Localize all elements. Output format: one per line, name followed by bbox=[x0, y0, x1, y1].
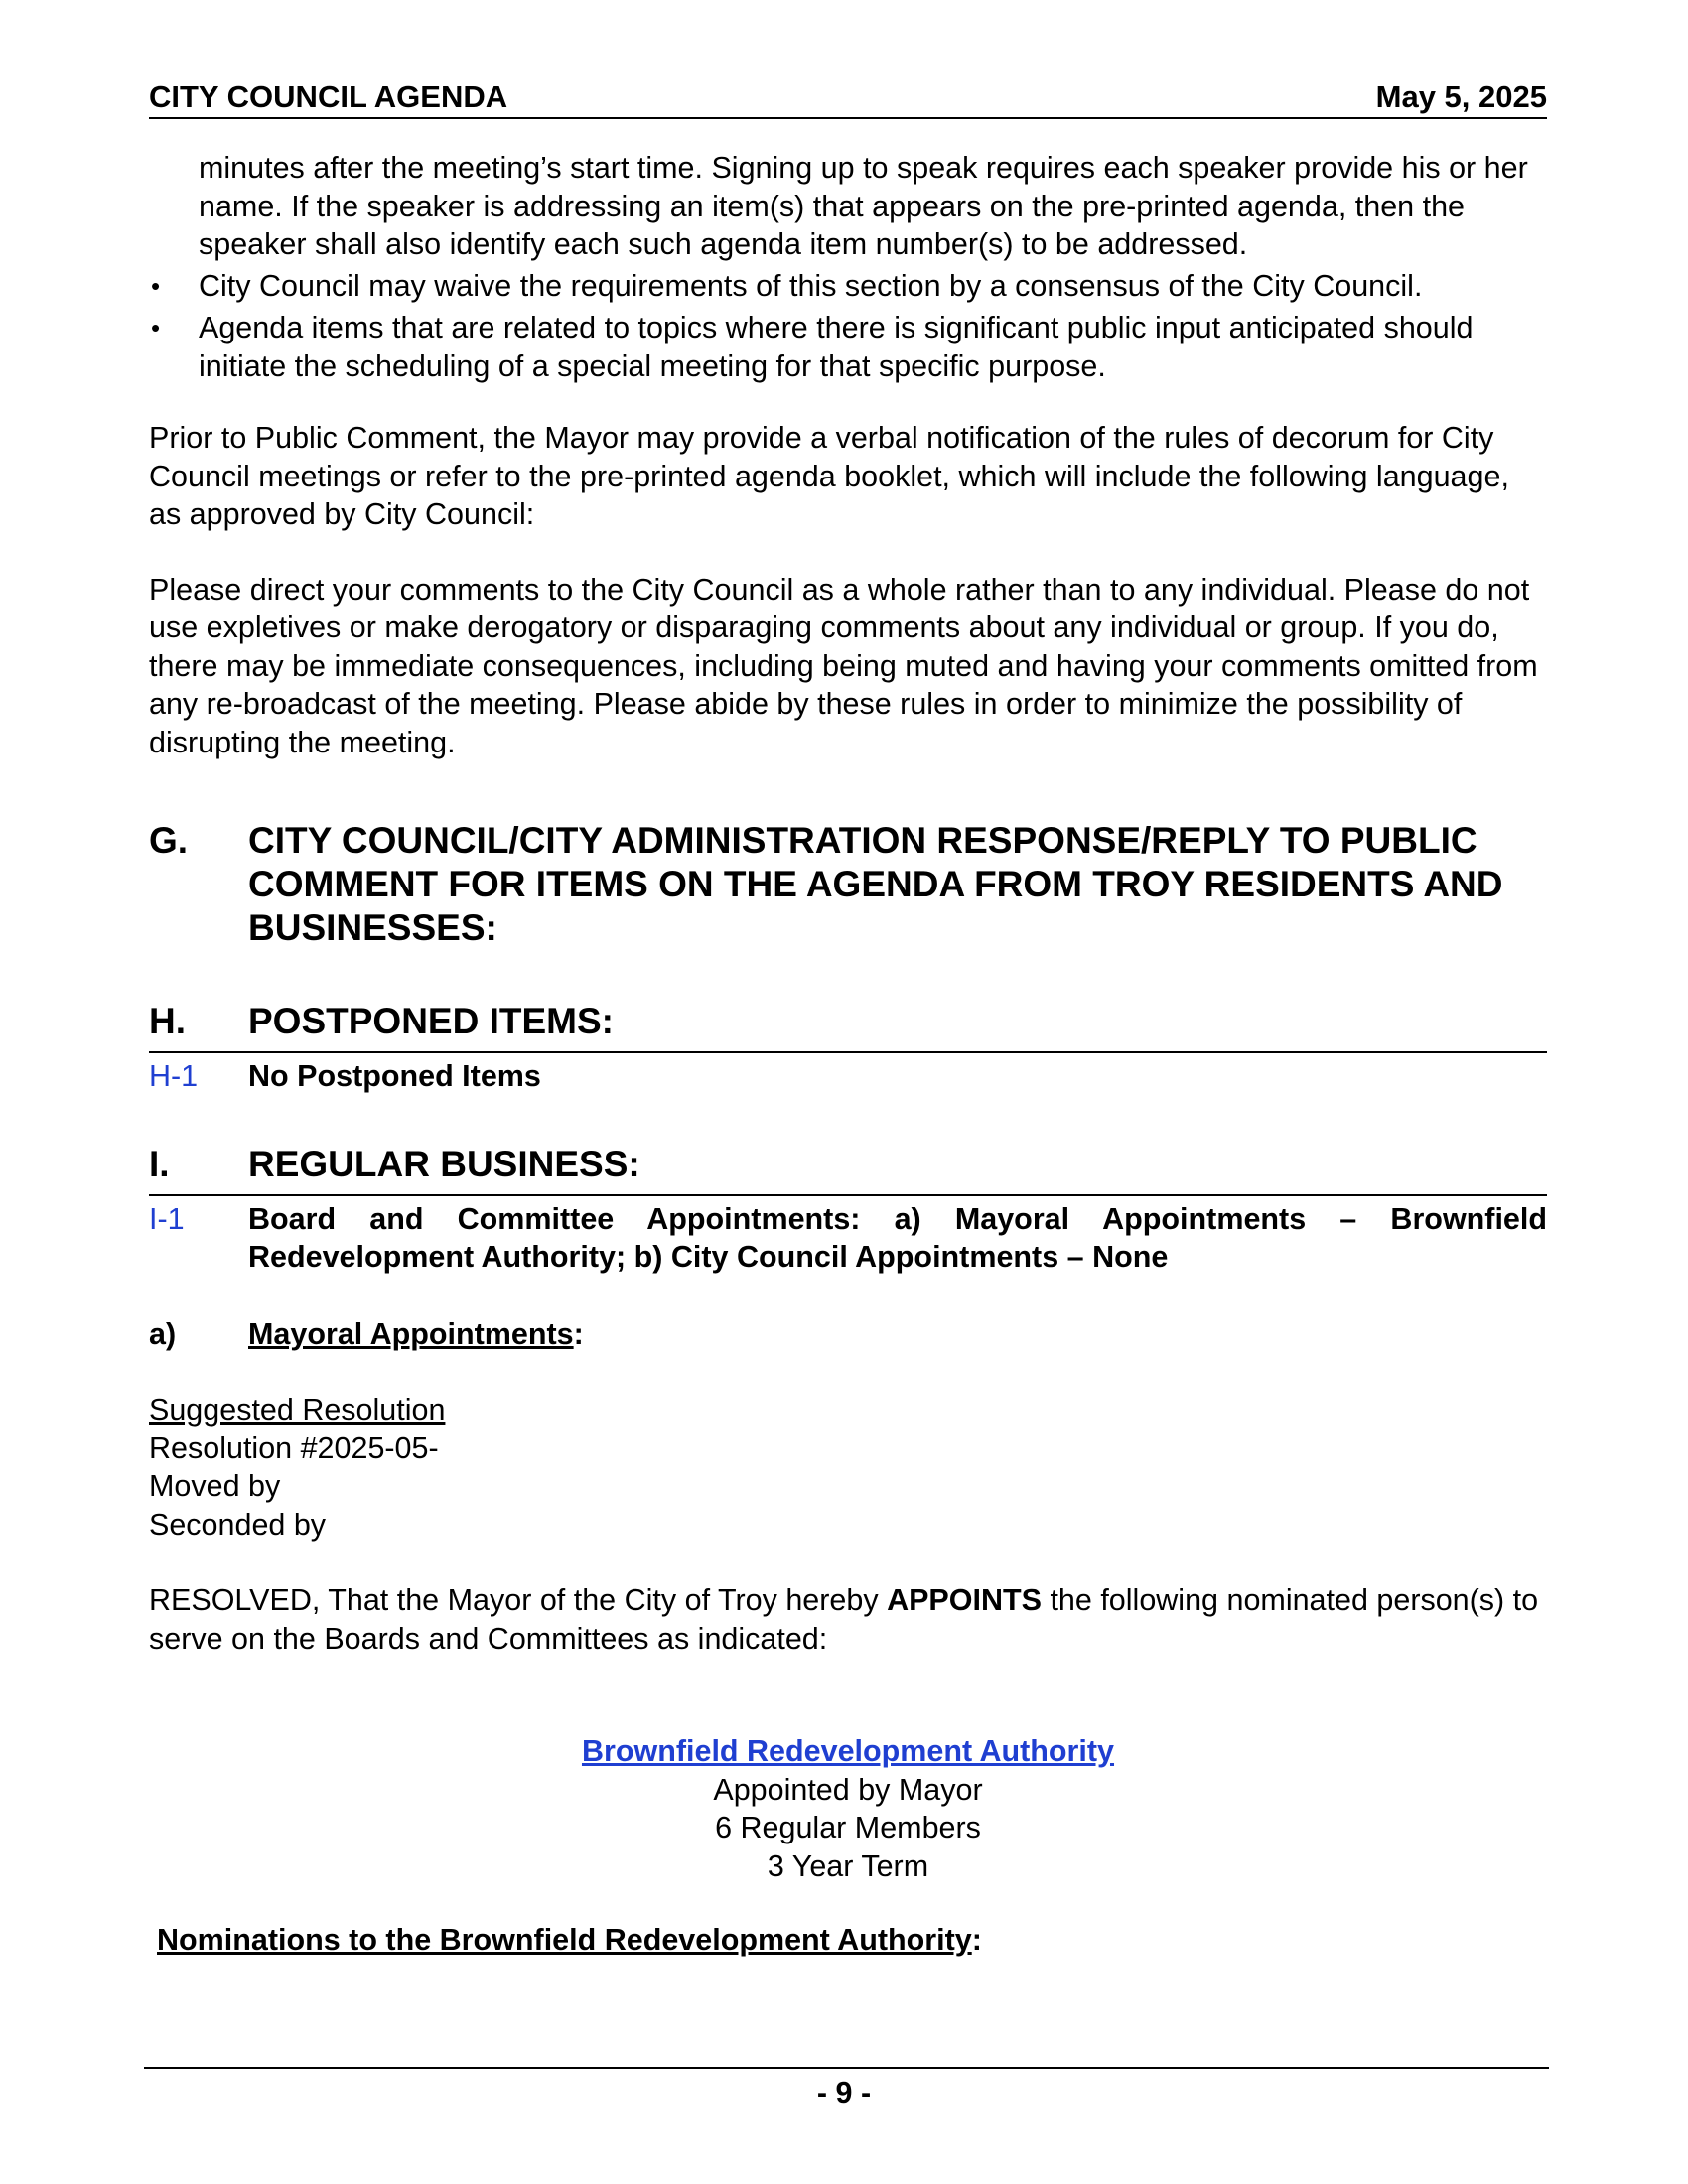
resolved-paragraph bbox=[149, 1581, 1547, 1658]
footer-divider bbox=[144, 2067, 1549, 2069]
continued-paragraph: minutes after the meeting’s start time. Signing up to speak requires each speaker provide his or her name. If the speaker is addressing an item(s) that appears on the pre-printed agenda, then the speaker shall also identify each such agenda item number(s) to be addressed. bbox=[199, 151, 1528, 261]
subsection-a-letter: a) bbox=[149, 1317, 177, 1351]
decorum-paragraph: Prior to Public Comment, the Mayor may provide a verbal notification of the rules of decorum for City Council meetings or refer to the pre-printed agenda booklet, which will include the following language, as approved by City Council: bbox=[149, 421, 1509, 531]
section-i-title: REGULAR BUSINESS: bbox=[248, 1144, 640, 1184]
header-date: May 5, 2025 bbox=[1375, 79, 1547, 114]
item-h-1 bbox=[149, 1051, 1547, 1095]
section-g-heading bbox=[149, 819, 1547, 950]
page-number: - 9 - bbox=[816, 2076, 872, 2110]
subsection-a-colon: : bbox=[573, 1317, 584, 1351]
resolution-number: Resolution #2025-05- bbox=[149, 1431, 439, 1465]
item-i-1-text: Board and Committee Appointments: a) Mayoral Appointments – Brownfield Redevelopment Authority; b) City Council Appointments – None bbox=[248, 1202, 1547, 1274]
item-i-1-number[interactable]: I-1 bbox=[149, 1202, 185, 1236]
bullet-text: Agenda items that are related to topics where there is significant public input anticipated should initiate the scheduling of a special meeting for that specific purpose. bbox=[199, 311, 1474, 383]
section-h-letter: H. bbox=[149, 1001, 186, 1041]
agenda-page bbox=[149, 79, 1547, 1959]
bullet-item bbox=[149, 309, 1547, 385]
header-title: CITY COUNCIL AGENDA bbox=[149, 79, 508, 114]
board-members: 6 Regular Members bbox=[715, 1811, 981, 1844]
section-h-heading bbox=[149, 1000, 1547, 1043]
subsection-a-heading bbox=[149, 1315, 1547, 1353]
resolved-text-end: the following nominated person(s) to serve on the Boards and Committees as indicated: bbox=[149, 1583, 1539, 1656]
nominations-label: Nominations to the Brownfield Redevelopment Authority bbox=[157, 1923, 972, 1957]
section-i-heading bbox=[149, 1143, 1547, 1186]
resolution-block bbox=[149, 1391, 1547, 1544]
item-i-1 bbox=[149, 1194, 1547, 1276]
board-name-link[interactable]: Brownfield Redevelopment Authority bbox=[581, 1734, 1115, 1768]
item-h-1-number[interactable]: H-1 bbox=[149, 1059, 199, 1093]
bullet-item bbox=[149, 267, 1547, 306]
rules-paragraph: Please direct your comments to the City Council as a whole rather than to any individual. Please do not use expletives or make derogatory or disparaging comments about any individual or group. If you do, there may be immediate consequences, including being muted and having your comments omitted from any re-broadcast of the meeting. Please abide by these rules in order to minimize the possibility of disrupting the meeting. bbox=[149, 572, 1538, 759]
bullet-text: City Council may waive the requirements of this section by a consensus of the City Council. bbox=[199, 268, 1423, 303]
item-h-1-text: No Postponed Items bbox=[248, 1059, 541, 1093]
section-g-letter: G. bbox=[149, 820, 189, 861]
page-header bbox=[149, 79, 1547, 119]
nominations-heading bbox=[157, 1921, 1547, 1959]
section-i-letter: I. bbox=[149, 1144, 170, 1184]
section-h-title: POSTPONED ITEMS: bbox=[248, 1001, 614, 1041]
resolved-text-start: RESOLVED, That the Mayor of the City of Troy hereby bbox=[149, 1583, 888, 1617]
board-info-block bbox=[149, 1732, 1547, 1885]
suggested-resolution-heading: Suggested Resolution bbox=[149, 1393, 446, 1427]
nominations-colon: : bbox=[971, 1923, 982, 1957]
bullet-icon: • bbox=[151, 313, 161, 342]
bullet-icon: • bbox=[151, 270, 161, 301]
bullet-list bbox=[149, 267, 1547, 386]
board-term: 3 Year Term bbox=[767, 1848, 929, 1883]
seconded-by: Seconded by bbox=[149, 1507, 327, 1542]
resolved-appoints: APPOINTS bbox=[887, 1583, 1042, 1617]
board-appointed-by: Appointed by Mayor bbox=[713, 1772, 983, 1807]
subsection-a-title: Mayoral Appointments bbox=[248, 1317, 574, 1351]
section-g-title: CITY COUNCIL/CITY ADMINISTRATION RESPONSE/REPLY TO PUBLIC COMMENT FOR ITEMS ON THE AGENDA FROM TROY RESIDENTS AND BUSINESSES: bbox=[248, 820, 1503, 948]
moved-by: Moved by bbox=[149, 1469, 281, 1503]
